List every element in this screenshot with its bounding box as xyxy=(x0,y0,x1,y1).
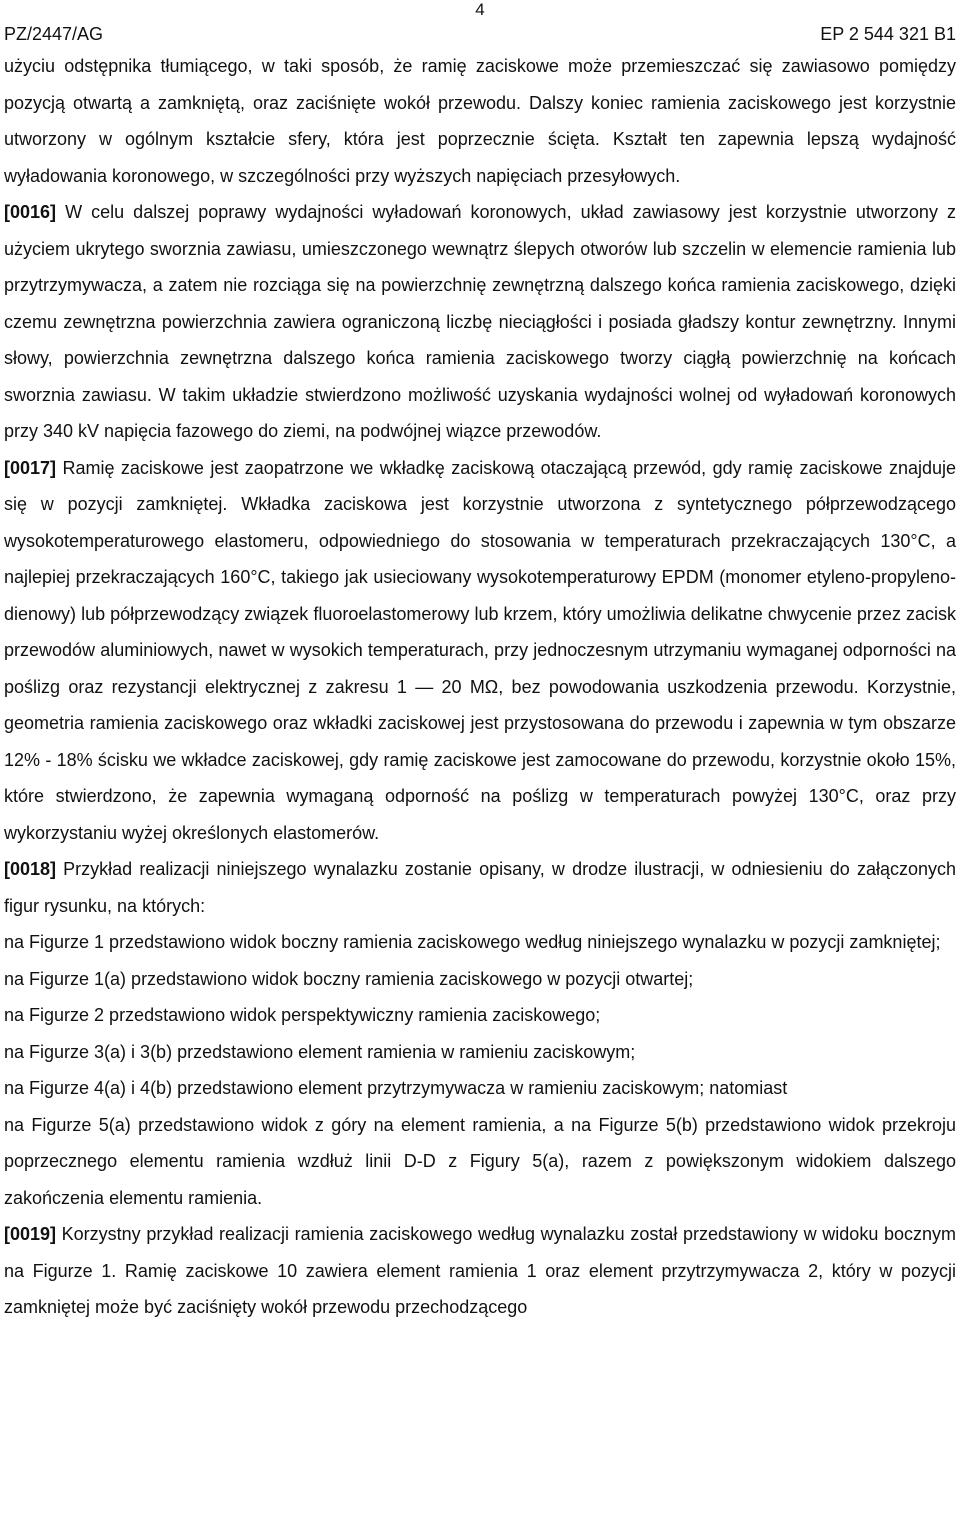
paragraph-id: [0018] xyxy=(4,859,57,879)
paragraph-0019 xyxy=(4,1216,956,1326)
paragraph-0017 xyxy=(4,450,956,852)
figure-list-item: na Figurze 3(a) i 3(b) przedstawiono element ramienia w ramieniu zaciskowym; xyxy=(4,1041,636,1062)
page-number: 4 xyxy=(475,0,485,19)
document-reference: PZ/2447/AG xyxy=(4,24,104,44)
paragraph-text: Przykład realizacji niniejszego wynalazku zostanie opisany, w drodze ilustracji, w odniesieniu do załączonych figur rysunku, na których: xyxy=(4,859,956,916)
paragraph-id: [0019] xyxy=(4,1224,57,1244)
paragraph-0016 xyxy=(4,194,956,450)
patent-number: EP 2 544 321 B1 xyxy=(820,24,956,44)
paragraph-continuation xyxy=(4,48,956,194)
paragraph-id: [0017] xyxy=(4,457,57,478)
figure-list-item: na Figurze 1 przedstawiono widok boczny ramienia zaciskowego według niniejszego wynalazku w pozycji zamkniętej; xyxy=(4,932,941,952)
paragraph-text: W celu dalszej poprawy wydajności wyładowań koronowych, układ zawiasowy jest korzystnie utworzony z użyciem ukrytego sworznia zawiasu, umieszczonego wewnątrz ślepych otworów lub szczelin w elemencie ramienia lub przytrzymywacza, a zatem nie rozciąga się na powierzchnię zewnętrzną dalszego końca ramienia zaciskowego, dzięki czemu zewnętrzna powierzchnia zawiera ograniczoną liczbę nieciągłości i posiada gładszy kontur zewnętrzny. Innymi słowy, powierzchnia zewnętrzna dalszego końca ramienia zaciskowego tworzy ciągłą powierzchnię na końcach sworznia zawiasu. W takim układzie stwierdzono możliwość uzyskania wydajności wolnej od wyładowań koronowych przy 340 kV napięcia fazowego do ziemi, na podwójnej wiązce przewodów. xyxy=(4,202,956,441)
paragraph-text: Korzystny przykład realizacji ramienia zaciskowego według wynalazku został przedstawiony w widoku bocznym na Figurze 1. Ramię zaciskowe 10 zawiera element ramienia 1 oraz element przytrzymywacza 2, który w pozycji zamkniętej może być zaciśnięty wokół przewodu przechodzącego xyxy=(4,1224,956,1317)
figure-list-item: na Figurze 1(a) przedstawiono widok boczny ramienia zaciskowego w pozycji otwartej; xyxy=(4,968,694,989)
document-header xyxy=(4,22,956,46)
figure-list xyxy=(4,924,956,1216)
document-body xyxy=(4,48,956,1326)
paragraph-0018 xyxy=(4,851,956,924)
paragraph-text: Ramię zaciskowe jest zaopatrzone we wkładkę zaciskową otaczającą przewód, gdy ramię zaciskowe znajduje się w pozycji zamkniętej. Wkładka zaciskowa jest korzystnie utworzona z syntetycznego półprzewodzącego wysokotemperaturowego elastomeru, odpowiedniego do stosowania w temperaturach przekraczających 130°C, a najlepiej przekraczających 160°C, takiego jak usieciowany wysokotemperaturowy EPDM (monomer etyleno-propyleno-dienowy) lub półprzewodzący związek fluoroelastomerowy lub krzem, który umożliwia delikatne chwycenie przez zacisk przewodów aluminiowych, nawet w wysokich temperaturach, przy jednoczesnym utrzymaniu wymaganej odporności na poślizg oraz rezystancji elektrycznej z zakresu 1 — 20 MΩ, bez powodowania uszkodzenia przewodu. Korzystnie, geometria ramienia zaciskowego oraz wkładki zaciskowej jest przystosowana do przewodu i zapewnia w tym obszarze 12% - 18% ścisku we wkładce zaciskowej, gdy ramię zaciskowe jest zamocowane do przewodu, korzystnie około 15%, które stwierdzono, że zapewnia wymaganą odporność na poślizg w temperaturach powyżej 130°C, oraz przy wykorzystaniu wyżej określonych elastomerów. xyxy=(4,457,956,843)
paragraph-text: użyciu odstępnika tłumiącego, w taki sposób, że ramię zaciskowe może przemieszczać się zawiasowo pomiędzy pozycją otwartą a zamkniętą, oraz zaciśnięte wokół przewodu. Dalszy koniec ramienia zaciskowego jest korzystnie utworzony w ogólnym kształcie sfery, która jest poprzecznie ścięta. Kształt ten zapewnia lepszą wydajność wyładowania koronowego, w szczególności przy wyższych napięciach przesyłowych. xyxy=(4,56,956,186)
figure-list-item: na Figurze 5(a) przedstawiono widok z góry na element ramienia, a na Figurze 5(b) przedstawiono widok przekroju poprzecznego elementu ramienia wzdłuż linii D-D z Figury 5(a), razem z powiększonym widokiem dalszego zakończenia elementu ramienia. xyxy=(4,1114,956,1208)
paragraph-id: [0016] xyxy=(4,202,57,222)
figure-list-item: na Figurze 4(a) i 4(b) przedstawiono element przytrzymywacza w ramieniu zaciskowym; natomiast xyxy=(4,1078,788,1098)
figure-list-item: na Figurze 2 przedstawiono widok perspektywiczny ramienia zaciskowego; xyxy=(4,1005,601,1025)
